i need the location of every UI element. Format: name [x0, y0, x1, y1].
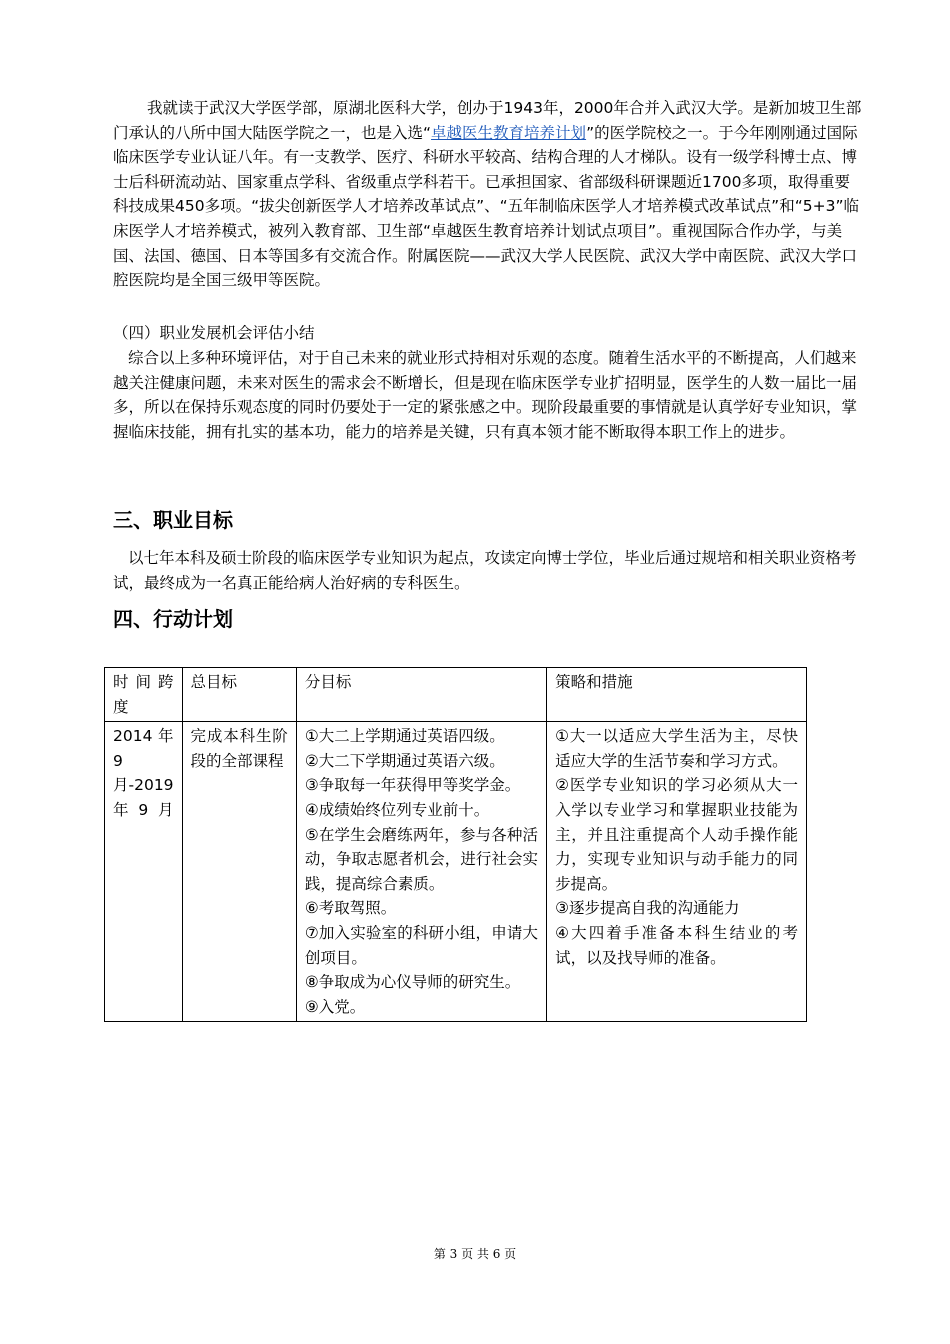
section4-heading: 四、行动计划: [113, 607, 233, 631]
subgoal-item: ①大二上学期通过英语四级。: [304, 727, 505, 746]
subgoal-item: ⑦加入实验室的科研小组，申请大创项目。: [304, 923, 539, 967]
summary-text: 综合以上多种环境评估，对于自己未来的就业形式持相对乐观的态度。随着生活水平的不断提高，人们越来越关注健康问题，未来对医生的需求会不断增长，但是现在临床医学专业扩招明显，医学生的人数一届比一届多，所以在保持乐观态度的同时仍要处于一定的紧张感之中。现阶段最重要的事情就是认真学好专业知识，掌握临床技能，拥有扎实的基本功，能力的培养是关键，只有真本领才能不断取得本职工作上的进步。: [113, 349, 858, 441]
subgoal-item: ⑧争取成为心仪导师的研究生。: [304, 973, 521, 992]
strategy-item: ③逐步提高自我的沟通能力: [555, 899, 740, 918]
strategy-item: ④大四着手准备本科生结业的考试，以及找导师的准备。: [555, 923, 798, 967]
intro-paragraph: [113, 96, 863, 293]
excellent-doctor-program-link[interactable]: 卓越医生教育培养计划: [431, 123, 587, 142]
table-header-row: [105, 668, 807, 722]
header-overall-goal: 总目标: [182, 668, 296, 722]
header-period: 时间跨度: [105, 668, 183, 722]
section3-text: 以七年本科及硕士阶段的临床医学专业知识为起点，攻读定向博士学位，毕业后通过规培和相关职业资格考试，最终成为一名真正能给病人治好病的专科医生。: [113, 549, 857, 592]
section3-paragraph: [113, 546, 863, 595]
table-row: [105, 722, 807, 1022]
intro-text-start: 我就读于武汉大学医学部，原湖北医科大学，创办于1943年，2000年合并入武汉大学。是新加坡卫生部门承认的八所中国大陆医学院之一，也是入选“: [113, 99, 862, 142]
cell-overall-goal: 完成本科生阶段的全部课程: [182, 722, 296, 1022]
page-footer: 第 3 页 共 6 页: [433, 1247, 517, 1261]
subgoal-item: ③争取每一年获得甲等奖学金。: [304, 776, 521, 795]
cell-strategies: [547, 722, 807, 1022]
subgoal-item: ⑨入党。: [304, 997, 366, 1016]
subsection-title: （四）职业发展机会评估小结: [113, 324, 315, 342]
subgoal-item: ⑤在学生会磨练两年，参与各种活动，争取志愿者机会，进行社会实践，提高综合素质。: [304, 825, 539, 893]
subgoal-item: ②大二下学期通过英语六级。: [304, 751, 505, 770]
strategy-item: ①大一以适应大学生活为主，尽快适应大学的生活节奏和学习方式。: [555, 727, 798, 770]
subgoal-item: ⑥考取驾照。: [304, 899, 397, 918]
cell-period: 2014年9月-2019年9月: [105, 722, 183, 1022]
intro-text-end: ”的医学院校之一。于今年刚刚通过国际临床医学专业认证八年。有一支教学、医疗、科研水平较高、结构合理的人才梯队。设有一级学科博士点、博士后科研流动站、国家重点学科、省级重点学科若干。已承担国家、省部级科研课题近1700多项，取得重要科技成果450多项。“拔尖创新医学人才培养改革试点”、“五年制临床医学人才培养模式改革试点”和“5+3”临床医学人才培养模式，被列入教育部、卫生部“卓越医生教育培养计划试点项目”。重视国际合作办学，与美国、法国、德国、日本等国多有交流合作。附属医院——武汉大学人民医院、武汉大学中南医院、武汉大学口腔医院均是全国三级甲等医院。: [113, 123, 859, 290]
subgoal-item: ④成绩始终位列专业前十。: [304, 800, 490, 819]
action-plan-table: [104, 667, 807, 1022]
header-sub-goals: 分目标: [296, 668, 546, 722]
section3-heading: 三、职业目标: [113, 508, 233, 532]
cell-sub-goals: [296, 722, 546, 1022]
summary-paragraph: [113, 346, 863, 444]
header-strategies: 策略和措施: [547, 668, 807, 722]
strategy-item: ②医学专业知识的学习必须从大一入学以专业学习和掌握职业技能为主，并且注重提高个人动手操作能力，实现专业知识与动手能力的同步提高。: [555, 776, 798, 893]
